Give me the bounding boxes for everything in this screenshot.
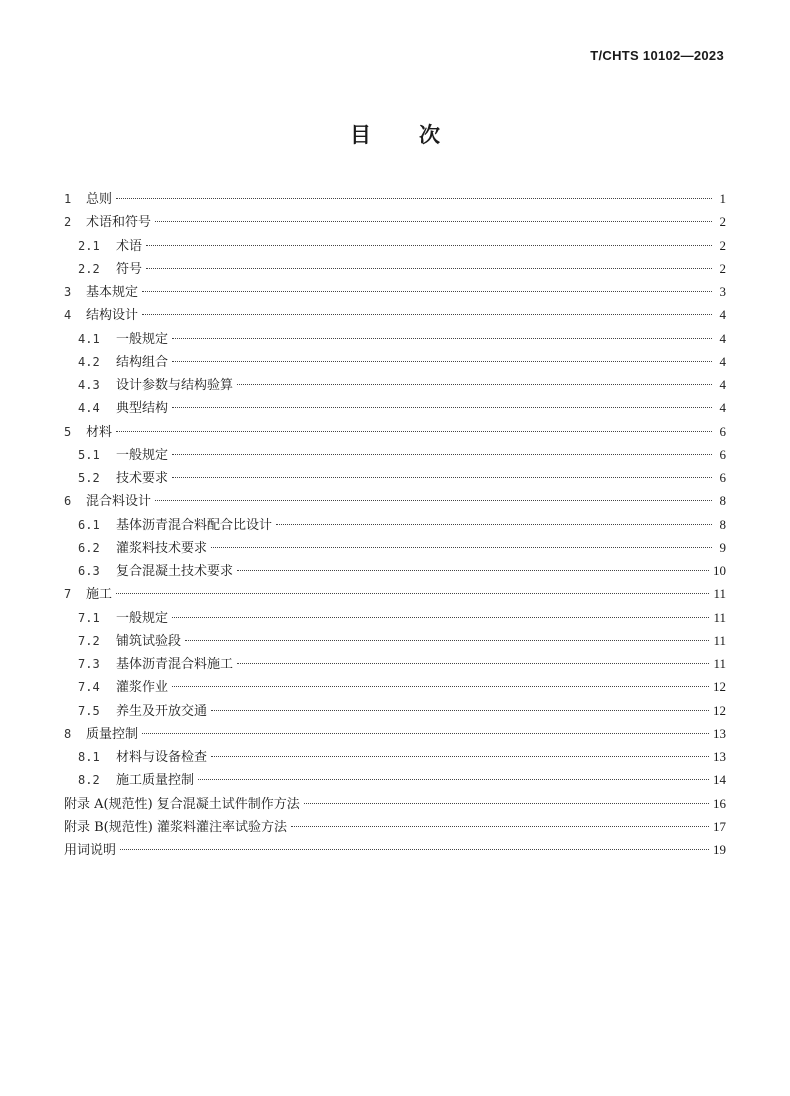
toc-entry[interactable] xyxy=(64,723,726,746)
toc-entry[interactable] xyxy=(64,351,726,374)
toc-entry-number: 5.1 xyxy=(78,447,100,462)
toc-entry-label: 养生及开放交通 xyxy=(116,703,208,719)
toc-entry-label: 一般规定 xyxy=(116,447,169,463)
toc-entry-label: 基本规定 xyxy=(86,285,139,300)
toc-entry-label: 施工质量控制 xyxy=(116,773,195,789)
toc-entry-page-number: 4 xyxy=(719,307,726,323)
toc-entry-label: 复合混凝土技术要求 xyxy=(116,564,234,579)
dot-leader xyxy=(116,431,712,432)
toc-entry[interactable] xyxy=(64,235,726,258)
toc-entry-label: 结构组合 xyxy=(116,354,169,370)
dot-leader xyxy=(172,407,712,408)
toc-entry-number: 7 xyxy=(64,587,72,602)
dot-leader xyxy=(304,803,709,804)
toc-entry-label: 施工 xyxy=(86,587,113,603)
toc-entry[interactable] xyxy=(64,281,726,304)
table-of-contents xyxy=(64,188,726,862)
toc-entry-page-number: 4 xyxy=(719,330,726,346)
toc-entry[interactable] xyxy=(64,258,726,281)
toc-entry-label: 一般规定 xyxy=(116,610,169,626)
toc-entry-label: 设计参数与结构验算 xyxy=(116,378,234,393)
toc-entry-number: 2 xyxy=(64,215,72,230)
toc-entry-page-number: 16 xyxy=(713,795,726,811)
toc-entry-label: 铺筑试验段 xyxy=(116,633,182,649)
standard-code: T/CHTS 10102—2023 xyxy=(590,48,724,63)
dot-leader xyxy=(120,849,709,850)
toc-entry[interactable] xyxy=(64,793,726,816)
toc-entry-label: 术语和符号 xyxy=(86,215,152,231)
toc-entry-page-number: 10 xyxy=(713,563,726,578)
toc-entry[interactable] xyxy=(64,583,726,606)
toc-entry-label: 结构设计 xyxy=(86,308,139,324)
toc-entry[interactable] xyxy=(64,514,726,537)
toc-entry-number: 8.1 xyxy=(78,750,100,764)
dot-leader xyxy=(291,826,709,827)
toc-entry-number: 8.2 xyxy=(78,773,100,788)
toc-entry-label: 基体沥青混合料配合比设计 xyxy=(116,517,273,533)
toc-entry-page-number: 11 xyxy=(713,586,726,602)
toc-entry-label: 符号 xyxy=(116,261,143,277)
toc-entry-number: 2.1 xyxy=(78,238,100,253)
dot-leader xyxy=(172,477,712,478)
toc-entry[interactable] xyxy=(64,467,726,490)
toc-entry[interactable] xyxy=(64,397,726,420)
toc-entry-page-number: 4 xyxy=(719,400,726,416)
toc-entry-page-number: 17 xyxy=(713,818,726,834)
toc-entry-number: 3 xyxy=(64,285,72,299)
toc-entry-page-number: 6 xyxy=(719,446,726,462)
toc-entry-label: 基体沥青混合料施工 xyxy=(116,657,234,672)
toc-entry-page-number: 4 xyxy=(719,353,726,369)
toc-entry-label: 典型结构 xyxy=(116,401,169,417)
dot-leader xyxy=(155,221,712,222)
dot-leader xyxy=(155,500,712,501)
dot-leader xyxy=(211,710,709,711)
toc-entry-number: 1 xyxy=(64,192,72,206)
toc-entry-number: 6 xyxy=(64,494,72,509)
toc-entry-page-number: 11 xyxy=(713,632,726,648)
dot-leader xyxy=(116,198,712,199)
toc-entry-number: 8 xyxy=(64,726,72,741)
toc-entry-page-number: 8 xyxy=(719,493,726,509)
toc-entry-label: 质量控制 xyxy=(86,726,139,742)
toc-entry-page-number: 2 xyxy=(719,260,726,276)
dot-leader xyxy=(172,686,709,687)
toc-entry[interactable] xyxy=(64,839,726,862)
dot-leader xyxy=(142,314,712,315)
toc-entry-number: 4.3 xyxy=(78,378,100,392)
toc-entry-page-number: 4 xyxy=(719,377,726,392)
dot-leader xyxy=(172,338,712,339)
toc-entry-page-number: 19 xyxy=(713,842,726,857)
dot-leader xyxy=(185,640,709,641)
dot-leader xyxy=(211,547,712,548)
toc-entry-page-number: 11 xyxy=(713,656,726,671)
toc-entry-page-number: 6 xyxy=(719,470,726,485)
toc-entry-page-number: 3 xyxy=(719,284,726,299)
toc-entry-number: 5.2 xyxy=(78,471,100,485)
toc-entry-label: 材料与设备检查 xyxy=(116,750,208,765)
toc-entry-page-number: 8 xyxy=(719,516,726,532)
dot-leader xyxy=(237,570,709,571)
toc-entry-number: 7.4 xyxy=(78,680,100,695)
toc-entry-number: 4.2 xyxy=(78,354,100,369)
toc-entry[interactable] xyxy=(64,188,726,211)
toc-entry-number: 6.2 xyxy=(78,540,100,555)
toc-entry-page-number: 13 xyxy=(713,749,726,764)
toc-entry-label: 术语 xyxy=(116,238,143,254)
toc-entry-number: 4 xyxy=(64,308,72,323)
toc-entry[interactable] xyxy=(64,630,726,653)
toc-entry[interactable] xyxy=(64,653,726,676)
dot-leader xyxy=(146,245,712,246)
toc-entry-label: 总则 xyxy=(86,192,113,207)
toc-entry-page-number: 6 xyxy=(719,423,726,439)
toc-entry-page-number: 2 xyxy=(719,237,726,253)
toc-entry-number: 6.1 xyxy=(78,517,100,532)
dot-leader xyxy=(276,524,712,525)
dot-leader xyxy=(172,617,709,618)
toc-entry-page-number: 13 xyxy=(713,725,726,741)
dot-leader xyxy=(198,779,709,780)
dot-leader xyxy=(172,361,712,362)
toc-entry-label: 用词说明 xyxy=(64,843,117,858)
toc-entry-page-number: 9 xyxy=(719,539,726,555)
toc-entry[interactable] xyxy=(64,700,726,723)
toc-entry[interactable] xyxy=(64,816,726,839)
toc-entry-page-number: 12 xyxy=(713,679,726,695)
toc-entry[interactable] xyxy=(64,211,726,234)
toc-entry-number: 4.4 xyxy=(78,401,100,416)
toc-entry-page-number: 2 xyxy=(719,214,726,230)
toc-entry[interactable] xyxy=(64,607,726,630)
toc-entry-label: 一般规定 xyxy=(116,331,169,347)
toc-entry-number: 7.1 xyxy=(78,610,100,625)
dot-leader xyxy=(237,384,712,385)
toc-entry[interactable] xyxy=(64,374,726,397)
toc-entry[interactable] xyxy=(64,676,726,699)
toc-entry-page-number: 12 xyxy=(713,702,726,718)
toc-entry-page-number: 14 xyxy=(713,772,726,788)
dot-leader xyxy=(142,291,712,292)
toc-entry-number: 6.3 xyxy=(78,564,100,578)
toc-entry-number: 7.3 xyxy=(78,657,100,671)
dot-leader xyxy=(211,756,709,757)
dot-leader xyxy=(116,593,709,594)
toc-entry-label: 技术要求 xyxy=(116,471,169,486)
toc-entry-page-number: 11 xyxy=(713,609,726,625)
toc-entry-page-number: 1 xyxy=(719,191,726,206)
toc-entry-label: 灌浆作业 xyxy=(116,680,169,696)
toc-entry-label: 附录 B(规范性) 灌浆料灌注率试验方法 xyxy=(64,819,287,835)
toc-entry[interactable] xyxy=(64,328,726,351)
toc-entry[interactable] xyxy=(64,490,726,513)
toc-entry[interactable] xyxy=(64,769,726,792)
toc-entry-number: 5 xyxy=(64,424,72,439)
toc-entry-label: 混合料设计 xyxy=(86,494,152,510)
toc-entry-number: 4.1 xyxy=(78,331,100,346)
toc-entry[interactable] xyxy=(64,421,726,444)
toc-entry[interactable] xyxy=(64,746,726,769)
toc-entry-number: 7.2 xyxy=(78,633,100,648)
dot-leader xyxy=(142,733,709,734)
toc-entry-number: 7.5 xyxy=(78,703,100,718)
toc-entry-label: 灌浆料技术要求 xyxy=(116,540,208,556)
toc-entry-number: 2.2 xyxy=(78,261,100,276)
toc-entry[interactable] xyxy=(64,537,726,560)
toc-entry[interactable] xyxy=(64,444,726,467)
dot-leader xyxy=(172,454,712,455)
dot-leader xyxy=(146,268,712,269)
toc-entry[interactable] xyxy=(64,304,726,327)
toc-entry-label: 材料 xyxy=(86,424,113,440)
toc-title: 目次 xyxy=(350,123,488,147)
toc-entry[interactable] xyxy=(64,560,726,583)
toc-entry-label: 附录 A(规范性) 复合混凝土试件制作方法 xyxy=(64,796,300,812)
dot-leader xyxy=(237,663,709,664)
